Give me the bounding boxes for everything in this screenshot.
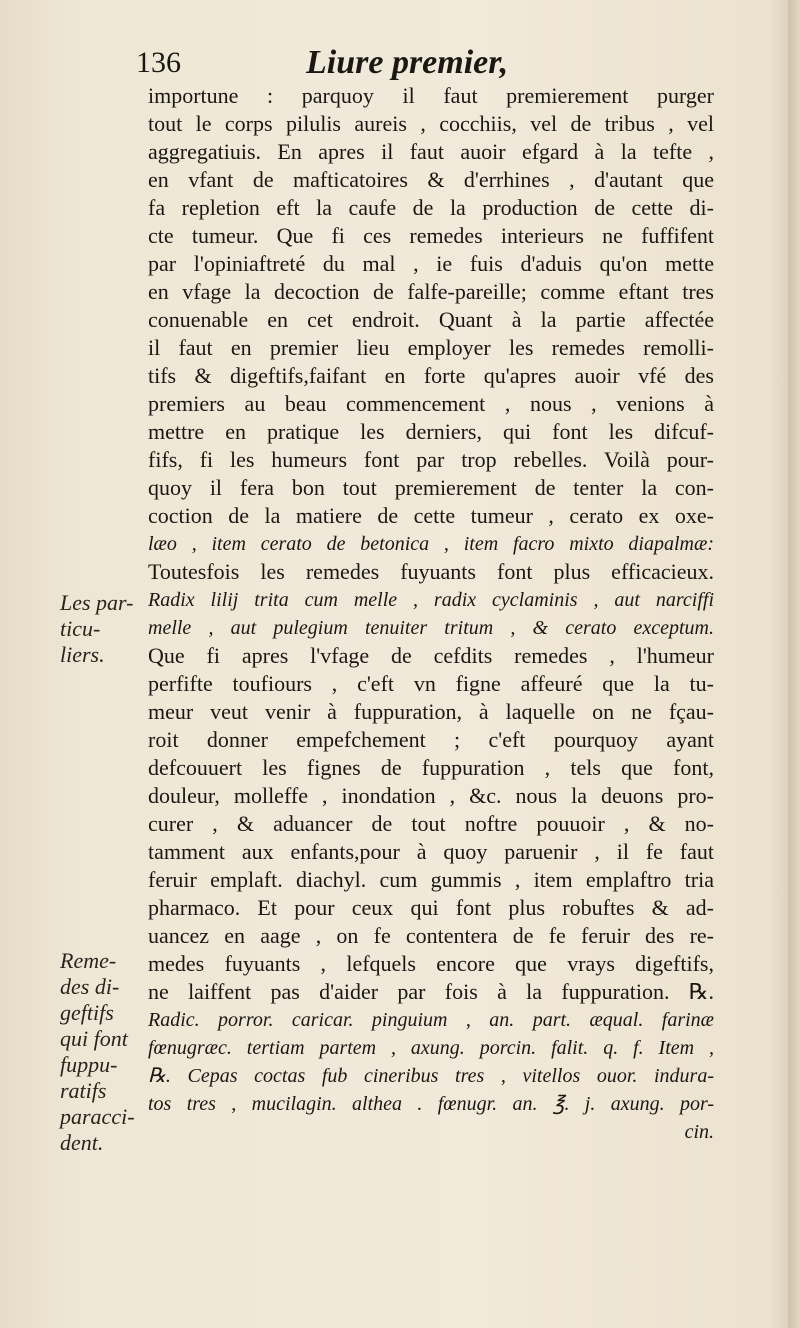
text-line: fa repletion eft la caufe de la production de cette di- [148,195,714,220]
body-text [148,82,714,1146]
text-line: Radix lilij trita cum melle , radix cyclaminis , aut narciffi [148,589,714,611]
text-line: il faut en premier lieu employer les remedes remolli- [148,335,714,360]
text-line: coction de la matiere de cette tumeur , cerato ex oxe- [148,503,714,528]
text-line: pharmaco. Et pour ceux qui font plus robuftes & ad- [148,895,714,920]
text-line: cin. [684,1121,714,1143]
text-line: douleur, molleffe , inondation , &c. nous la deuons pro- [148,783,714,808]
text-line: tifs & digeftifs,faifant en forte qu'apres auoir vfé des [148,363,714,388]
text-line: melle , aut pulegium tenuiter tritum , & cerato exceptum. [148,617,714,639]
text-line: Toutesfois les remedes fuyuants font plus efficacieux. [148,559,714,584]
text-line: en vfant de mafticatoires & d'errhines , d'autant que [148,167,714,192]
text-line: conuenable en cet endroit. Quant à la partie affectée [148,307,714,332]
text-line: feruir emplaft. diachyl. cum gummis , item emplaftro tria [148,867,714,892]
margin-note-line: geftifs [60,1000,114,1025]
text-line: quoy il fera bon tout premierement de tenter la con- [148,475,714,500]
text-line: mettre en pratique les derniers, qui font les difcuf- [148,419,714,444]
margin-note-line: liers. [60,642,105,667]
text-line: uancez en aage , on fe contentera de fe feruir des re- [148,923,714,948]
running-title: Liure premier, [306,44,509,81]
text-line: ne laiffent pas d'aider par fois à la fuppuration. ℞. [148,979,714,1004]
text-line: Radic. porror. caricar. pinguium , an. part. æqual. farinæ [148,1009,714,1031]
text-line: aggregatiuis. En apres il faut auoir efgard à la tefte , [148,139,714,164]
text-line: defcouuert les fignes de fuppuration , tels que font, [148,755,714,780]
page-edge [788,0,800,1328]
text-line: tamment aux enfants,pour à quoy paruenir , il fe faut [148,839,714,864]
text-line: perfifte toufiours , c'eft vn figne affeuré que la tu- [148,671,714,696]
text-line: medes fuyuants , lefquels encore que vrays digeftifs, [148,951,714,976]
text-line: cte tumeur. Que fi ces remedes interieurs ne fuffifent [148,223,714,248]
text-line: Que fi apres l'vfage de cefdits remedes , l'humeur [148,643,714,668]
text-line: fifs, fi les humeurs font par trop rebelles. Voilà pour- [148,447,714,472]
margin-note-line: qui font [60,1026,128,1051]
text-line: læo , item cerato de betonica , item facro mixto diapalmæ: [148,533,714,555]
text-line: ℞. Cepas coctas fub cineribus tres , vitellos ouor. indura- [148,1065,714,1087]
margin-note-line: ticu- [60,616,101,641]
text-line: curer , & aduancer de tout noftre pouuoir , & no- [148,811,714,836]
text-line: importune : parquoy il faut premierement purger [148,83,714,108]
text-line: tout le corps pilulis aureis , cocchiis, vel de tribus , vel [148,111,714,136]
text-line: tos tres , mucilagin. althea . fœnugr. an. ℥. j. axung. por- [148,1093,714,1115]
margin-note-line: dent. [60,1130,104,1155]
marginal-note-remedes-digestifs [60,948,140,1156]
margin-note-line: fuppu- [60,1052,118,1077]
marginal-note-particuliers [60,590,140,668]
text-line: fœnugræc. tertiam partem , axung. porcin. falit. q. f. Item , [148,1037,714,1059]
text-line: en vfage la decoction de falfe-pareille; comme eftant tres [148,279,714,304]
text-line: par l'opiniaftreté du mal , ie fuis d'aduis qu'on mette [148,251,714,276]
page-number: 136 [136,46,181,79]
margin-note-line: Reme- [60,948,117,973]
margin-note-line: paracci- [60,1104,135,1129]
text-line: premiers au beau commencement , nous , venions à [148,391,714,416]
text-line: meur veut venir à fuppuration, à laquelle on ne fçau- [148,699,714,724]
margin-note-line: des di- [60,974,120,999]
margin-note-line: ratifs [60,1078,107,1103]
text-line: roit donner empefchement ; c'eft pourquoy ayant [148,727,714,752]
margin-note-line: Les par- [60,590,134,615]
